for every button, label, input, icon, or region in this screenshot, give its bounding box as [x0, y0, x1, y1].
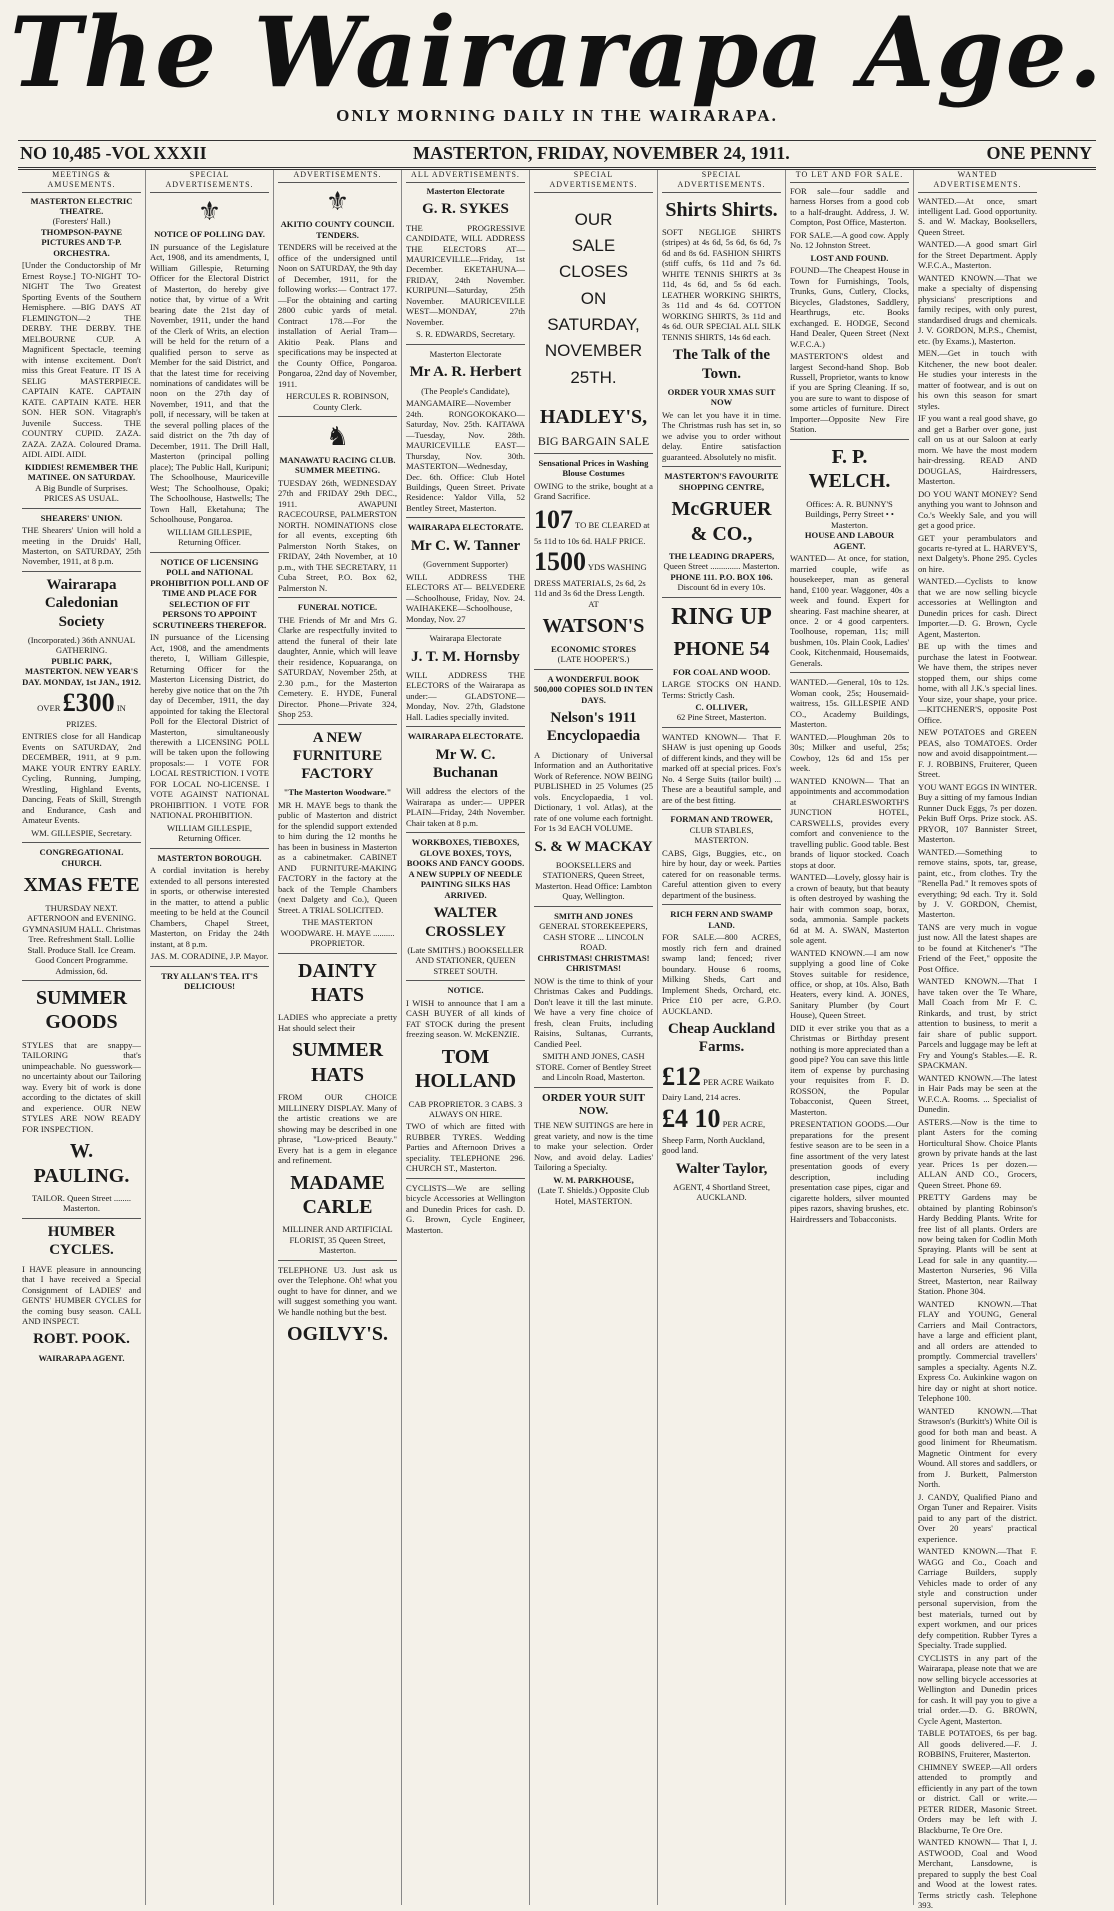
ad-text: WANTED KNOWN.—That I have taken over the Te Whare, Mall Coach from Mr F. C. Rinkards, and trust, by strict attention to business, to merit a fair share of public support. Parcels and luggage may be left at Fry and Young's Stables.—E. R. SPACKMAN. — [918, 976, 1037, 1071]
ad-text: WANTED.—Something to remove stains, spots, tar, grease, paint, etc., from clothes. Try the "Renella Pad." It removes spots of everything; 9d each. Try it. Sold by J. V. GORDON, Chemist, Masterton. — [918, 846, 1037, 920]
divider — [22, 571, 141, 572]
ad-title: Mr A. R. Herbert — [409, 364, 522, 381]
column-header: MEETINGS & AMUSEMENTS. — [22, 170, 141, 193]
ad-text: I HAVE pleasure in announcing that I have received a Special Consignment of LADIES' and GENTS' HUMBER CYCLES for the coming busy season. CALL AND INSPECT. — [22, 1263, 141, 1326]
ad-text: AT — [588, 598, 599, 609]
ad-title: HUMBER CYCLES. — [47, 1223, 116, 1259]
ad-title: Mr C. W. Tanner — [410, 537, 521, 554]
ad-subtitle: (Late T. Shields.) Opposite Club Hotel, MASTERTON. — [537, 1185, 650, 1206]
ad-subtitle: 62 Pine Street, Masterton. — [676, 712, 767, 723]
ad-title: A NEW FURNITURE FACTORY — [292, 729, 383, 783]
ad-title: McGRUER & CO., — [671, 498, 772, 545]
ad-title: NOTICE OF POLLING DAY. — [154, 229, 265, 240]
ad-text: WORKBOXES, TIEBOXES, GLOVE BOXES, TOYS, BOOKS AND FANCY GOODS. A NEW SUPPLY OF NEEDLE PAINTING SILKS HAS ARRIVED. — [406, 837, 525, 900]
ad-title: AKITIO COUNTY COUNCIL TENDERS. — [280, 219, 395, 240]
divider — [278, 953, 397, 954]
ad-signature: THE MASTERTON WOODWARE. H. MAYE .......... PROPRIETOR. — [280, 917, 395, 949]
ad-title: Nelson's 1911 Encyclopaedia — [546, 710, 641, 745]
ad-title: G. R. SYKES — [422, 201, 509, 218]
column-2 — [146, 170, 274, 1905]
ad-subtitle: CLUB STABLES, MASTERTON. — [689, 824, 754, 846]
prize-line — [22, 687, 141, 729]
ad-text: FOR SALE.—800 ACRES, mostly rich fern and drained swamp land; fenced; river boundary. House 6 rooms, Milking Sheds, Cart and Implement Sheds, Orchard, etc. Price £10 per acre, G.P.O. AUCKLAND. — [662, 932, 781, 1016]
ad-text: WANTED KNOWN— That I, J. ASTWOOD, Coal and Wood Merchant, Lansdowne, is prepared to supply the best Coal and Wood at the lowest rates. Terms strictly cash. Telephone 393. — [918, 1837, 1037, 1911]
ad-title: TRY ALLAN'S TEA. IT'S DELICIOUS! — [161, 970, 258, 992]
divider — [534, 1087, 653, 1088]
ad-title: NOTICE OF LICENSING POLL and NATIONAL PROHIBITION POLL AND OF TIME AND PLACE FOR SELECTION OF FIT PERSONS TO APPOINT SCRUTINEERS THEREFOR. — [150, 556, 269, 630]
divider — [150, 552, 269, 553]
ad-subtitle: (Foresters' Hall.) — [52, 216, 111, 227]
ad-title: Walter Taylor, — [675, 1160, 768, 1177]
ad-text: FOUND—The Cheapest House in Town for Furnishings, Tools, Trunks, Guns, Cutlery, Clocks, Bicycles, Gladstones, Saddlery, Hearthrugs, etc. Books exchanged. E. HODGE, Second Hand Dealer, Queen Street (Next W.F.C.A.) — [790, 265, 909, 349]
ad-subtitle: ECONOMIC STORES — [550, 643, 637, 654]
ad-title: WAIRARAPA ELECTORATE. — [407, 731, 524, 742]
price-line — [534, 546, 653, 599]
price-text: YDS WASHING DRESS MATERIALS, 2s 6d, 2s 11d and 3s 6d the Dress Length. — [534, 562, 647, 599]
divider — [278, 724, 397, 725]
ad-text: FOR sale—four saddle and harness Horses from a good cob to a half-draught. Address, J. W. Compton, Post Office, Masterton. — [790, 185, 909, 228]
ad-text: NOW is the time to think of your Christmas Cakes and Puddings. Don't leave it till the last minute. We have a very fine choice of fresh, clean Fruits, including Raisins, Sultanas, Currants, Candied Peel. — [534, 975, 653, 1049]
ad-text: YOU WANT EGGS IN WINTER. Buy a sitting of my famous Indian Runner Duck Eggs, 7s per dozen. Pekin Buff Orps. Prize stock. AS. PRYOR, 107 Bannister Street, Masterton. — [918, 781, 1037, 845]
ad-text: TUESDAY 26th, WEDNESDAY 27th and FRIDAY 29th DEC., 1911. AWAPUNI RACECOURSE, PALMERSTON NORTH. NOMINATIONS close for all events, excepting 6th Palmerston North Stakes, on FRIDAY, 24th November, at 10 p.m., with THE SECRETARY, 11 Cuba Street, P.O. Box 62, Palmerston N. — [278, 477, 397, 593]
divider — [150, 966, 269, 967]
ad-title: SUMMER HATS — [291, 1039, 384, 1086]
ad-subtitle: Offices: A. R. BUNNY'S Buildings, Perry Street • • Masterton. — [805, 498, 894, 530]
sale-notice — [534, 207, 653, 391]
ad-text: WANTED KNOWN.—That Strawson's (Burkitt's) White Oil is good for both man and beast. A good liniment for Rheumatism. Magnetic Ointment for every Wound. All stores and saddlers, or from J. Burkett, Palmerston North. — [918, 1405, 1037, 1490]
ad-title: CONGREGATIONAL CHURCH. — [39, 847, 124, 868]
column-8 — [914, 170, 1041, 1911]
ad-text: A cordial invitation is hereby extended to all persons interested in sports, or otherwise interested in the matter, to attend a public meeting to be held at the Council Chambers, Chapel Street, Masterton, on Friday the 24th instant, at 8 p.m. — [150, 865, 269, 949]
divider — [534, 669, 653, 670]
ad-subtitle: Discount 6d in every 10s. — [677, 582, 766, 593]
divider — [278, 597, 397, 598]
ad-text: MR H. MAYE begs to thank the public of Masterton and district for the splendid support extended to him during the 12 months he has been in business in Masterton as a cabinetmaker. CABINET AND FURNITURE-MAKING FACTORY in the factory at the back of the Temple Chambers (next Dalgety and Co.), Queen Street. A TRIAL SOLICITED. — [278, 799, 397, 915]
divider — [22, 1218, 141, 1219]
sale-line: SATURDAY, — [547, 314, 640, 334]
ad-text: MANGAMAIRE—November 24th. RONGOKOKAKO—Saturday, Nov. 25th. KAITAWA—Tuesday, Nov. 28th. MAURICEVILLE EAST—Thursday, Nov. 30th. MASTERTON—Wednesday, Dec. 6th. Office: Club Hotel Buildings, Queen Street. Private Residence: Yaldor Villa, 52 Bentley Street, Masterton. — [406, 398, 525, 513]
ad-title: Wairarapa Electorate — [429, 633, 502, 644]
ad-subtitle: BOOKSELLERS and STATIONERS, Queen Street, Masterton. Head Office: Lambton Quay, Wellington. — [535, 859, 652, 902]
sale-line: ON — [580, 288, 607, 308]
ad-text: LADIES who appreciate a pretty Hat should select their — [278, 1012, 397, 1033]
divider — [150, 848, 269, 849]
ad-subtitle: PHONE 111. P.O. BOX 106. — [670, 571, 773, 582]
ad-text: We can let you have it in time. The Christmas rush has set in, so we advise you to order without delay. Entire satisfaction guaranteed. Absolutely no misfit. — [662, 409, 781, 462]
price-line — [534, 504, 653, 546]
ad-subtitle: (Incorporated.) 36th ANNUAL GATHERING. — [27, 634, 136, 656]
ad-title: Cheap Auckland Farms. — [667, 1021, 776, 1056]
ad-text: CYCLISTS—We are selling bicycle Accessories at Wellington and Dunedin Prices for cash. D. G. Brown, Cycle Engineer, Masterton. — [406, 1182, 525, 1235]
ad-title: W. M. PARKHOUSE, — [553, 1174, 634, 1185]
ad-title: MASTERTON BOROUGH. — [157, 852, 262, 863]
crest-icon: ⚜ — [197, 196, 222, 226]
ad-text: WANTED KNOWN.—That FLAY and YOUNG, General Carriers and Mail Contractors, have a large and efficient plant, and all orders are attended to promptly. Commercial travellers' samples a specialty. Agents N.Z. Express Co. Aukinkine wagon on hire day or night at short notice. Telephone 100. — [918, 1298, 1037, 1404]
divider — [22, 508, 141, 509]
ad-text: [Under the Conductorship of Mr Ernest Royse.] TO-NIGHT TO-NIGHT The Two Greatest Sporting Events of the Southern Hemisphere. —BIG DAYS AT FLEMINGTON—2 THE DERBY. THE DERBY. THE MELBOURNE CUP. A Magnificent Spectacle, teeming with intense excitement. Don't miss this Great Feature. IT IS A SELIG MASTERPIECE. CAPTAIN KATE. CAPTAIN KATE. CAPTAIN KATE. HER SON. HER SON. Vitagraph's Juvenile Success. THE COUNTRY CUPID. ZAZA. ZAZA. ZAZA. Coloured Drama. AIDI. AIDI. AIDI. — [22, 260, 141, 460]
masthead — [0, 0, 1114, 140]
ad-subtitle: HOUSE AND LABOUR AGENT. — [804, 530, 895, 551]
divider — [406, 832, 525, 833]
ad-text: CYCLISTS in any part of the Wairarapa, please note that we are now selling bicycle accessories at Wellington and Dunedin prices for cash. It will pay you to give a trial order.—D. G. BROWN, Cycle Agent, Masterton. — [918, 1652, 1037, 1726]
ad-text: IN pursuance of the Legislature Act, 1908, and its amendments, I, William Gillespie, Returning Officer for the Electoral District of Masterton, do hereby give notice that, by virtue of a Writ bearing date the 21st day of November, 1911, under the hand of the Clerk of Writs, an election will be held for the return of a qualified person to serve as Member for the said District, and that the latest time for receiving nominations of candidates will be noon on the 27th day of November, 1911, and that the poll, if necessary, will be taken at the several polling places of the said district on the 7th day of December, 1911. The Drill Hall, Masterton (principal polling place); The Public Hall, Kuripuni; The Schoolhouse, Mauriceville West; The Schoolhouse, Opaki; The Schoolhouse, Hastwells; The Town Hall, Eketahuna; The Schoolhouse, Pongaroa. — [150, 241, 269, 525]
ad-title: RING UP — [671, 603, 772, 630]
divider — [534, 453, 653, 454]
issue-number: NO 10,485 -VOL XXXII — [20, 143, 207, 163]
ad-text: WILL ADDRESS THE ELECTORS of the Wairarapa as under:— GLADSTONE—Monday, Nov. 27th, Gladstone Hall. Ladies specially invited. — [406, 669, 525, 722]
column-7 — [786, 170, 914, 1905]
prize-amount: £300 — [62, 688, 115, 718]
ad-signature: WILLIAM GILLESPIE, Returning Officer. — [167, 526, 252, 548]
ad-title: The Talk of the Town. — [672, 347, 771, 382]
ad-title: MASTERTON ELECTRIC THEATRE. — [30, 195, 133, 216]
prize-pre: OVER — [37, 703, 61, 714]
ad-subtitle: Queen Street .............. Masterton. — [663, 561, 780, 572]
price-text: PER ACRE Waikato Dairy Land, 214 acres. — [662, 1076, 774, 1103]
ad-text: IF you want a real good shave, go and get a Barber over gone, just call on us at our Saloon at early morn. We have the most modern hair-dressing. READ AND DOUGLAS, Hairdressers, Masterton. — [918, 413, 1037, 487]
divider — [662, 466, 781, 467]
ad-title: ORDER YOUR XMAS SUIT NOW — [667, 386, 776, 408]
ad-title: Sensational Prices in Washing Blouse Costumes — [538, 457, 649, 479]
divider — [662, 597, 781, 598]
ad-text: THURSDAY NEXT. AFTERNOON and EVENING. GYMNASIUM HALL. Christmas Tree. Refreshment Stall. Lollie Stall. Produce Stall. Ice Cream. Good Concert Programme. Admission, 6d. — [22, 902, 141, 976]
ad-subtitle: GENERAL STOREKEEPERS, CASH STORE ... LINCOLN ROAD. — [539, 921, 648, 953]
divider — [406, 1178, 525, 1179]
divider — [22, 980, 141, 981]
ad-text: WANTED.—General, 10s to 12s. Woman cook, 25s; Housemaid-waitress, 15s. GILLESPIE AND CO., Academy Buildings, Masterton. — [790, 677, 909, 730]
ad-title: Masterton Electorate — [426, 185, 505, 196]
ad-text: ASTERS.—Now is the time to plant Asters for the coming Horticultural Show. Choice Plants grown by private hands at the last year. Prices 1s per dozen.—ALLAN AND CO., Grocers, Queen Street. Phone 69. — [918, 1116, 1037, 1190]
ad-title: S. & W MACKAY — [534, 838, 653, 855]
ad-subtitle: 500,000 COPIES SOLD IN TEN DAYS. — [534, 684, 653, 705]
ad-subtitle: BIG BARGAIN SALE — [537, 434, 650, 449]
column-6 — [658, 170, 786, 1905]
ad-text: WANTED.—Cyclists to know that we are now selling bicycle accessories at Wellington and Dunedin prices for cash. Direct Importer.—D. G. Brown, Cycle Agent, Masterton. — [918, 576, 1037, 639]
price-text: PER ACRE, Sheep Farm, North Auckland, good land. — [662, 1118, 766, 1156]
sale-line: CLOSES — [559, 262, 628, 282]
divider — [662, 727, 781, 728]
ad-title: SUMMER GOODS — [35, 987, 128, 1034]
ad-text: WANTED KNOWN.—That we make a specialty of dispensing physicians' prescriptions and family recipes, with only purest, standardised drugs and chemicals. J. V. GORDON, M.P.S., Chemist, etc. (by Exams.), Masterton. — [918, 272, 1037, 346]
ad-text: WILL ADDRESS THE ELECTORS AT— BELVEDERE—Schoolhouse, Friday, Nov. 24. WAIHAKEKE—Schoolhouse, Monday, Nov. 27 — [406, 571, 525, 624]
ad-signature: HERCULES R. ROBINSON, County Clerk. — [286, 391, 389, 412]
ad-text: STYLES that are snappy—TAILORING that's unimpeachable. No guesswork—no uncertainty about our Tailoring way. Every bit of work is done according to the dictates of skill and experience. OUR NEW STYLES ARE NOW READY FOR INSPECTION. — [22, 1039, 141, 1134]
ad-text: MEN.—Get in touch with Kitchener, the new boot dealer. He studies your interests in the matter of footwear, and is out on his own this season for smart styles. — [918, 348, 1037, 411]
ad-text: DO YOU WANT MONEY? Send anything you want to Johnson and Co.'s Weekly Sale, and you will get a good price. — [918, 488, 1037, 531]
ad-text: OWING to the strike, bought at a Grand Sacrifice. — [534, 480, 653, 502]
column-5 — [530, 170, 658, 1905]
prize-post: IN PRIZES. — [66, 703, 126, 729]
ad-text: PRESENTATION GOODS.—Our preparations for the present festive season are to be seen in a fine assortment of the very latest presentation goods of every description, including presentation case pipes, cigar and cigarette holders, silver mounted pipes razors, shaving brushes, etc. Hairdressers and Tobacconists. — [790, 1119, 909, 1224]
ad-subtitle: FOR COAL AND WOOD. — [672, 666, 771, 677]
price-text: TO BE CLEARED at 5s 11d to 10s 6d. HALF PRICE. — [534, 519, 650, 546]
ad-subtitle: CAB PROPRIETOR. 3 CABS. 3 ALWAYS ON HIRE. — [408, 1098, 523, 1119]
column-4 — [402, 170, 530, 1905]
ad-text: TWO of which are fitted with RUBBER TYRES. Wedding Parties and Afternoon Drives a speciality. TELEPHONE 296. CHURCH ST., Masterton. — [406, 1121, 525, 1174]
column-1 — [18, 170, 146, 1905]
ad-title: F. P. WELCH. — [808, 445, 891, 493]
ad-title: WALTER CROSSLEY — [425, 905, 506, 940]
dateline-bar — [18, 140, 1096, 170]
ad-text: WANTED.—Ploughman 20s to 30s; Milker and useful, 25s; Cowboy, 12s 6d and 15s per week. — [790, 731, 909, 774]
ad-title: WAIRARAPA ELECTORATE. — [407, 522, 524, 533]
ad-signature: SMITH AND JONES, CASH STORE. Corner of Bentley Street and Lincoln Road, Masterton. — [535, 1051, 652, 1083]
ad-title: W. PAULING. — [33, 1140, 130, 1187]
sale-line: NOVEMBER — [544, 341, 643, 361]
ad-title: HADLEY'S, — [539, 405, 648, 428]
ad-title: MANAWATU RACING CLUB. SUMMER MEETING. — [279, 454, 396, 476]
ad-subtitle: "The Masterton Woodware." — [283, 787, 392, 798]
sale-line: SALE — [571, 235, 616, 255]
ad-signature: JAS. M. CORADINE, J.P. Mayor. — [150, 951, 269, 962]
section-heading: LOST AND FOUND. — [810, 252, 889, 263]
divider — [406, 344, 525, 345]
ad-text: WANTED KNOWN.—I am now supplying a good line of Coke Stoves suitable for residence, office, or shop, at 10s. Also, Bath Heaters, every kind. A. JONES, Sanitary Plumber (by Court House), Queen Street. — [790, 947, 909, 1021]
ad-title: ORDER YOUR SUIT NOW. — [542, 1091, 645, 1117]
ad-text: MASTERTON'S oldest and largest Second-hand Shop. Bob Russell, Proprietor, wants to know if you are Spring Cleaning. If so, you are sure to want to dispose of some articles of furniture. Direct Importer—Opposite New Fire Station. — [790, 351, 909, 435]
ad-title: RICH FERN AND SWAMP LAND. — [670, 909, 773, 930]
price-figure: 107 — [534, 504, 573, 534]
ad-text: ENTRIES close for all Handicap Events on SATURDAY, 2nd DECEMBER, 1911, at 9 p.m. MAKE YOUR ENTRY EARLY. Cycling, Running, Jumping, Wrestling, Highland Events, Dancing, Feats of Skill, Strength and Endurance, Cash and Amateur Events. — [22, 731, 141, 826]
ad-title: TOM HOLLAND — [414, 1045, 517, 1093]
columns — [18, 170, 1102, 1911]
tagline: ONLY MORNING DAILY IN THE WAIRARAPA. — [336, 106, 778, 125]
crest-icon: ⚜ — [325, 186, 350, 216]
price-line — [662, 1061, 781, 1103]
ad-title: MASTERTON'S FAVOURITE SHOPPING CENTRE, — [664, 471, 779, 492]
sale-line: OUR — [574, 209, 613, 229]
ad-subtitle: THE LEADING DRAPERS, — [668, 550, 775, 561]
ad-title: XMAS FETE — [23, 874, 140, 897]
ad-subtitle: WAIRARAPA AGENT. — [38, 1352, 125, 1363]
ad-subtitle: AGENT, 4 Shortland Street, AUCKLAND. — [673, 1181, 770, 1203]
ad-text: CABS, Gigs, Buggies, etc., on hire by hour, day or week. Parties catered for on reasonable terms. Careful attention given to every department of the business. — [662, 847, 781, 900]
ad-text: FOR SALE.—A good cow. Apply No. 12 Johnston Street. — [790, 229, 909, 251]
price-figure: £4 10 — [662, 1103, 721, 1133]
divider — [662, 809, 781, 810]
ad-title: Mr W. C. Buchanan — [432, 746, 499, 782]
date: MASTERTON, FRIDAY, NOVEMBER 24, 1911. — [413, 143, 790, 163]
ad-title: Masterton Electorate — [429, 348, 502, 359]
ad-subtitle: TAILOR. Queen Street ........ Masterton. — [31, 1193, 132, 1214]
ad-text: PRETTY Gardens may be obtained by planting Robinson's Hardy Bedding Plants. Write for free list of all plants. Orders are now being taken for Codlin Moth Spraying. Plants will be sent at Lead for sale in any quantity.—Masterton Nurseries, 96 Villa Street, Masterton, near Railway Station. Phone 304. — [918, 1192, 1037, 1297]
ad-subtitle: (Late SMITH'S.) BOOKSELLER AND STATIONER, QUEEN STREET SOUTH. — [407, 944, 524, 976]
ad-title: DAINTY HATS — [298, 959, 377, 1007]
ad-subtitle: A Big Bundle of Surprises. PRICES AS USUAL. — [35, 482, 128, 504]
ad-text: WANTED.—A good smart Girl for the Street Department. Apply W.F.C.A., Masterton. — [918, 239, 1037, 271]
ad-text: WANTED.—At once, smart intelligent Lad. Good opportunity. S. and W. Mackay, Booksellers, Queen Street. — [918, 195, 1037, 237]
divider — [790, 439, 909, 440]
ad-title: Wairarapa Caledonian Society — [44, 576, 119, 630]
divider — [22, 842, 141, 843]
ad-text: PUBLIC PARK, MASTERTON. NEW YEAR'S DAY. MONDAY, 1st JAN., 1912. — [22, 655, 141, 687]
price-line — [662, 1103, 781, 1156]
ad-title: Shirts Shirts. — [665, 198, 778, 221]
ad-text: IN pursuance of the Licensing Act, 1908, and the amendments thereto, I, William Gillespie, Returning Officer for the Masterton Licensing District, do hereby give notice that on the 7th day of December, 1911, the day appointed for taking the Electoral Poll for the Electoral District of Masterton, simultaneously therewith a LICENSING POLL will be taken upon the following proposals:— I VOTE FOR LOCAL RESTRICTION. I VOTE FOR LOCAL NO-LICENSE. I VOTE AGAINST NATIONAL PROHIBITION. I VOTE FOR NATIONAL PROHIBITION. — [150, 632, 269, 821]
column-header: ALL ADVERTISEMENTS. — [406, 170, 525, 183]
column-header: ADVERTISEMENTS. — [278, 170, 397, 183]
ad-text: LARGE STOCKS ON HAND. Terms: Strictly Cash. — [662, 679, 781, 700]
ad-text: WANTED KNOWN— That an appointments and accommodation at CHARLESWORTH'S JUNCTION HOTEL, CARSWELLS, provides every comfort and convenience to the travelling public. Good table. Best brands of liquor stocked. Coach stops at door. — [790, 775, 909, 870]
ad-title: ROBT. POOK. — [33, 1331, 130, 1348]
ad-text: BE up with the times and purchase the latest in Footwear. We have them, the stripes never stopped them, our ships come home, with all J.K.'s special lines. Your size, your shape, your price.—KITCHENER'S, opposite Post Office. — [918, 641, 1037, 725]
divider — [278, 416, 397, 417]
ad-title: KIDDIES! REMEMBER THE MATINEE. ON SATURDAY. — [24, 461, 138, 483]
ad-signature: S. R. EDWARDS, Secretary. — [416, 329, 515, 340]
ad-text: THE NEW SUITINGS are here in great variety, and now is the time to make your selection. Order Now, and avoid delay. Ladies' Tailoring a Specialty. — [534, 1120, 653, 1173]
ad-title: THOMPSON-PAYNE PICTURES AND T-P. ORCHESTRA. — [40, 226, 123, 258]
ad-title: FUNERAL NOTICE. — [297, 602, 378, 613]
ad-title: NOTICE. — [447, 985, 484, 996]
divider — [406, 517, 525, 518]
ad-text: TANS are very much in vogue just now. All the latest shapes are to be found at Kitchener's "The Friend of the Feet," opposite the Post Office. — [918, 921, 1037, 974]
ad-text: TENDERS will be received at the office of the undersigned until Noon on SATURDAY, the 9th day of December, 1911, for the following works:— Contract 177.—For the obtaining and carting 2800 cubic yards of metal. Contract 178.—For the installation of Aerial Tram—Akitio Peak. Plans and specifications may be inspected at the County Office, Pongaroa. Pongaroa, 22nd day of November, 1911. — [278, 242, 397, 389]
ad-text: FROM OUR CHOICE MILLINERY DISPLAY. Many of the artistic creations we are showing may be described in one phrase, "Low-priced Beauty." Every hat is a gem in elegance and refinement. — [278, 1092, 397, 1166]
ad-text: I WISH to announce that I am a CASH BUYER of all kinds of FAT STOCK during the present freezing season. W. McKENZIE. — [406, 997, 525, 1040]
ad-title: C. OLLIVER, — [695, 702, 748, 712]
ad-subtitle: MILLINER AND ARTIFICIAL FLORIST, 35 Queen Street, Masterton. — [282, 1224, 393, 1256]
ad-text: THE PROGRESSIVE CANDIDATE, WILL ADDRESS THE ELECTORS AT— MAURICEVILLE—Friday, 1st December. EKETAHUNA—FRIDAY, 24th November. KURIPUNI—Saturday, 25th November. MAURICEVILLE WEST—MONDAY, 27th November. — [406, 222, 525, 327]
ad-title: CHRISTMAS! CHRISTMAS! CHRISTMAS! — [537, 952, 650, 974]
ad-text: GET your perambulators and gocarts re-tyred at L. HARVEY'S, next Dalgety's. Phone 295. Cycles on hire. — [918, 532, 1037, 574]
ad-text: J. CANDY, Qualified Piano and Organ Tuner and Repairer. Visits paid to any part of the district. Over 20 years' practical experience. — [918, 1491, 1037, 1544]
column-header: SPECIAL ADVERTISEMENTS. — [534, 170, 653, 193]
ad-text: TABLE POTATOES, 6s per bag. All goods delivered.—F. J. ROBBINS, Fruiterer, Masterton. — [918, 1728, 1037, 1760]
ad-title: PHONE 54 — [673, 638, 770, 661]
ad-title: SHEARERS' UNION. — [40, 512, 123, 523]
ad-text: THE Shearers' Union will hold a meeting in the Druids' Hall, Masterton, on SATURDAY, 25th November, 1911, at 8 p.m. — [22, 525, 141, 567]
ad-text: Will address the electors of the Wairarapa as under:— UPPER PLAIN—Friday, 24th November. Chair taken at 8 p.m. — [406, 786, 525, 828]
divider — [534, 906, 653, 907]
divider — [662, 904, 781, 905]
column-3 — [274, 170, 402, 1905]
column-header: SPECIAL ADVERTISEMENTS. — [662, 170, 781, 193]
ad-text: WANTED KNOWN.—The latest in Hair Pads may be seen at the W.F.C.A. Rooms. ... Specialist of Dunedin. — [918, 1072, 1037, 1115]
divider — [278, 1260, 397, 1261]
ad-signature: WILLIAM GILLESPIE, Returning Officer. — [167, 822, 252, 844]
divider — [406, 628, 525, 629]
ad-subtitle: (The People's Candidate), — [421, 385, 510, 396]
ad-title: WATSON'S — [542, 615, 645, 638]
ad-subtitle: (LATE HOOPER'S.) — [557, 654, 630, 665]
divider — [406, 980, 525, 981]
ad-title: MADAME CARLE — [290, 1171, 385, 1218]
ad-text: WANTED KNOWN— That F. SHAW is just opening up Goods of different kinds, and they will be marked off at special prices. Fox's No. 4 Serge Suits (tailor built) ... These are a beautiful sample, and are of the best fitting. — [662, 731, 781, 805]
ad-title: A WONDERFUL BOOK — [547, 673, 640, 684]
ad-text: WANTED— At once, for station, married couple, wife as housekeeper, man as general hand, £100 year. Waggoner, 40s a week and found. Expert for shearing. Fast machine shearer, at once. 2 or 4 good carpenters. Toolhouse, ropeman, 11s; mill bushmen, 10s. Plain Cook, Ladies' Cook, Kitchenmaid, Housemaids, Generals. — [790, 553, 909, 668]
horse-icon: ♞ — [325, 422, 350, 452]
divider — [406, 726, 525, 727]
ad-text: WANTED KNOWN.—That F. WAGG and Co., Coach and Carriage Builders, supply Vehicles made to order of any style and construction under personal supervision, from the best materials, turned out by expert workmen, and our prices defy competition. Rubber Tyres a Specialty. Trade supplied. — [918, 1546, 1037, 1651]
ad-title: J. T. M. Hornsby — [411, 648, 520, 665]
ad-text: THE Friends of Mr and Mrs G. Clarke are respectfully invited to attend the funeral of their late daughter, Annie, which will leave their residence, Kopuaranga, on SATURDAY, November 25th, at 2.30 p.m., for the Masterton Cemetery. E. HYDE, Funeral Director. Phone—Private 324, Shop 253. — [278, 614, 397, 720]
price-figure: 1500 — [534, 547, 586, 577]
ad-text: TELEPHONE U3. Just ask us over the Telephone. Oh! what you ought to have for dinner, and we will suggest something you want. We handle nothing but the best. — [278, 1264, 397, 1317]
ad-title: SMITH AND JONES — [554, 910, 633, 921]
sale-line: 25TH. — [570, 367, 617, 387]
price-figure: £12 — [662, 1061, 701, 1091]
ad-text: SOFT NEGLIGE SHIRTS (stripes) at 4s 6d, 5s 6d, 6s 6d, 7s 6d and 8s 6d. FASHION SHIRTS (stiff cuffs, 6s 11d and 7s 6d. WHITE TENNIS SHIRTS at 3s 11d, 4s 6d, and 5s 6d each. LEATHER WORKING SHIRTS, 3s 11d and 4s 6d. COTTON WORKING SHIRTS, 3s 11d and 4s 6d. OUR SPECIAL ALL SILK TENNIS SHIRTS, 14s 6d each. — [662, 226, 781, 342]
ad-signature: WM. GILLESPIE, Secretary. — [31, 827, 132, 838]
column-header: TO LET AND FOR SALE. — [790, 170, 909, 183]
ad-text: WANTED—Lovely, glossy hair is a crown of beauty, but that beauty is often destroyed by washing the hair with common soap, borax, soda, ammonia. Sample packets 6d at M. A. SWAN, Masterton sole agent. — [790, 872, 909, 946]
ad-title: OGILVY'S. — [287, 1323, 388, 1346]
newspaper-title: The Wairarapa Age. — [9, 0, 1105, 109]
ad-subtitle: (Government Supporter) — [423, 559, 508, 570]
ad-text: DID it ever strike you that as a Christmas or Birthday present nothing is more appreciated than a good pipe? You can save this little item of expense by purchasing your requisites from F. D. ROSSON, the Popular Tobacconist, Queen Street, Masterton. — [790, 1022, 909, 1117]
ad-title: FORMAN AND TROWER, — [670, 814, 773, 825]
divider — [790, 672, 909, 673]
ad-text: NEW POTATOES and GREEN PEAS, also TOMATOES. Order now and avoid disappointment.— F. J. ROBBINS, Fruiterer, Queen Street. — [918, 727, 1037, 780]
ad-text: CHIMNEY SWEEP.—All orders attended to promptly and efficiently in any part of the town or district. Call or write.— PETER RIDER, Masonic Street. Orders may be left with J. Blackburne, Te Ore Ore. — [918, 1761, 1037, 1835]
ad-text: A Dictionary of Universal Information and an Authoritative Work of Reference. NOW BEING PUBLISHED in 25 Volumes (25 vols. Encyclopaedia, 1 vol. Dictionary, 1 vol. Atlas), at the rate of one volume each fortnight. For 1s 3d EACH VOLUME. — [534, 749, 653, 834]
column-header: SPECIAL ADVERTISEMENTS. — [150, 170, 269, 193]
column-header: WANTED ADVERTISEMENTS. — [918, 170, 1037, 193]
price: ONE PENNY — [986, 143, 1092, 163]
